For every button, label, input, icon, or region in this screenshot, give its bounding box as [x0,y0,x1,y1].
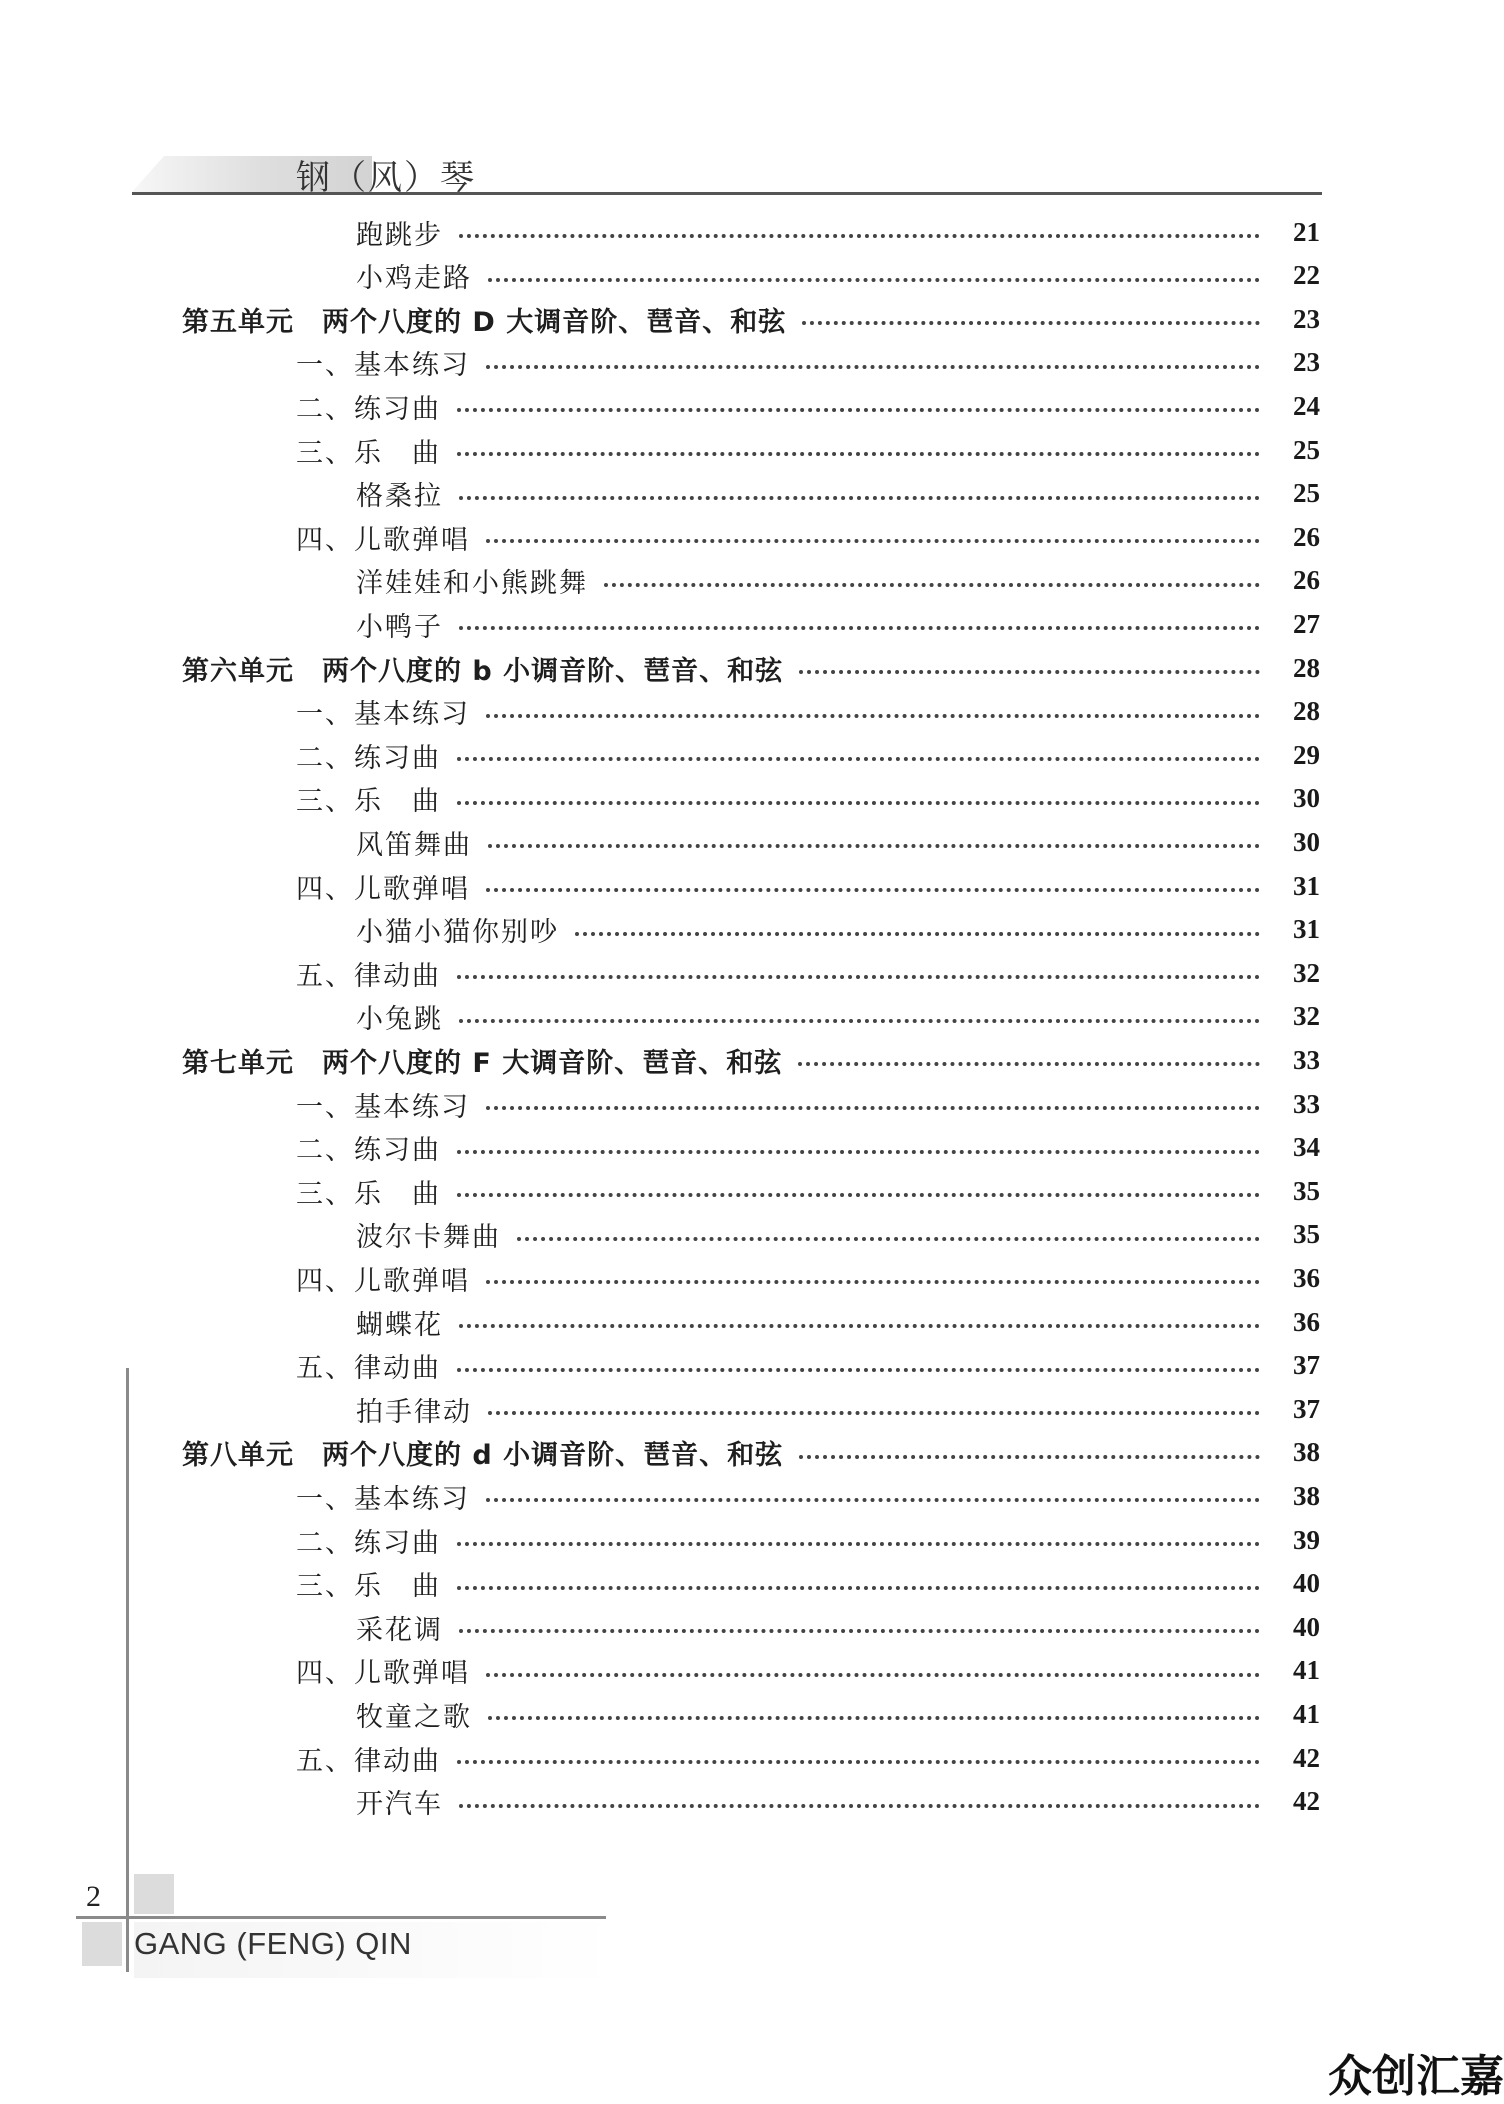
toc-leader-dots [459,234,1260,238]
toc-page-number: 35 [1293,1175,1320,1206]
toc-entry-label: 拍手律动 [356,1396,472,1428]
toc-page-number: 36 [1293,1306,1320,1337]
toc-section-row [296,430,1320,470]
toc-page-number: 25 [1293,434,1320,465]
toc-entry-label: 牧童之歌 [356,1701,472,1733]
toc-leader-dots [575,932,1260,936]
footer-rule [76,1916,606,1919]
toc-section-row [296,1084,1320,1124]
toc-leader-dots [457,1368,1260,1372]
toc-page-number: 27 [1293,608,1320,639]
toc-leader-dots [604,583,1260,587]
toc-entry-label: 一、基本练习 [296,1483,470,1515]
toc-entry-label: 开汽车 [356,1789,443,1821]
toc-section-row [296,735,1320,775]
toc-entry-label: 小鸡走路 [356,263,472,295]
toc-entry-label: 一、基本练习 [296,1091,470,1123]
toc-entry-label: 第七单元 两个八度的 F 大调音阶、琶音、和弦 [182,1047,783,1079]
toc-entry-label: 四、儿歌弹唱 [296,873,470,905]
toc-leader-dots [486,1106,1260,1110]
toc-section-row [296,1651,1320,1691]
toc-leader-dots [486,714,1260,718]
toc-piece-row [356,910,1320,950]
toc-section-row [296,953,1320,993]
toc-leader-dots [799,670,1260,674]
toc-entry-label: 三、乐 曲 [296,786,441,818]
toc-leader-dots [486,1673,1260,1677]
toc-entry-label: 一、基本练习 [296,350,470,382]
toc-piece-row [356,256,1320,296]
toc-page-number: 23 [1293,303,1320,334]
toc-piece-row [356,1782,1320,1822]
toc-entry-label: 四、儿歌弹唱 [296,1265,470,1297]
toc-leader-dots [486,1280,1260,1284]
toc-leader-dots [799,1455,1260,1459]
toc-piece-row [356,1694,1320,1734]
toc-section-row [296,1520,1320,1560]
toc-leader-dots [517,1237,1260,1241]
toc-piece-row [356,997,1320,1037]
toc-leader-dots [486,365,1260,369]
toc-page-number: 40 [1293,1611,1320,1642]
toc-entry-label: 二、练习曲 [296,1527,441,1559]
toc-page-number: 37 [1293,1393,1320,1424]
toc-entry-label: 采花调 [356,1614,443,1646]
toc-leader-dots [486,539,1260,543]
toc-page-number: 26 [1293,521,1320,552]
toc-page-number: 30 [1293,783,1320,814]
toc-section-row [296,1171,1320,1211]
toc-page-number: 32 [1293,1001,1320,1032]
page-header [0,0,1504,200]
toc-piece-row [356,1215,1320,1255]
toc-piece-row [356,1302,1320,1342]
toc-leader-dots [488,1411,1260,1415]
toc-page-number: 28 [1293,696,1320,727]
toc-leader-dots [459,496,1260,500]
toc-page-number: 36 [1293,1262,1320,1293]
toc-leader-dots [459,1019,1260,1023]
toc-leader-dots [488,1716,1260,1720]
toc-entry-label: 波尔卡舞曲 [356,1222,501,1254]
toc-leader-dots [488,278,1260,282]
toc-unit-row [182,648,1320,688]
toc-section-row [296,1258,1320,1298]
toc-leader-dots [459,626,1260,630]
toc-leader-dots [457,1193,1260,1197]
toc-page-number: 33 [1293,1044,1320,1075]
toc-entry-label: 二、练习曲 [296,1135,441,1167]
toc-leader-dots [488,844,1260,848]
toc-section-row [296,692,1320,732]
toc-entry-label: 蝴蝶花 [356,1309,443,1341]
toc-piece-row [356,474,1320,514]
toc-leader-dots [457,1586,1260,1590]
toc-leader-dots [457,1150,1260,1154]
footer-running-title: GANG (FENG) QIN [134,1926,412,1961]
toc-section-row [296,1564,1320,1604]
toc-leader-dots [486,1498,1260,1502]
header-title: 钢（风）琴 [296,158,476,198]
watermark-logo: 众创汇嘉 [1328,2051,1504,2102]
toc-page-number: 33 [1293,1088,1320,1119]
toc-page-number: 31 [1293,870,1320,901]
toc-page-number: 42 [1293,1742,1320,1773]
toc-entry-label: 五、律动曲 [296,1745,441,1777]
toc-section-row [296,386,1320,426]
toc-page-number: 42 [1293,1786,1320,1817]
toc-leader-dots [459,1629,1260,1633]
toc-page-number: 29 [1293,739,1320,770]
page-number: 2 [86,1880,101,1913]
toc-piece-row [356,212,1320,252]
toc-entry-label: 洋娃娃和小熊跳舞 [356,568,588,600]
toc-entry-label: 三、乐 曲 [296,1571,441,1603]
toc-leader-dots [798,1062,1260,1066]
toc-leader-dots [457,452,1260,456]
toc-leader-dots [457,757,1260,761]
toc-entry-label: 一、基本练习 [296,699,470,731]
toc-page-number: 21 [1293,216,1320,247]
toc-page-number: 28 [1293,652,1320,683]
toc-leader-dots [457,1760,1260,1764]
toc-page-number: 24 [1293,390,1320,421]
toc-entry-label: 格桑拉 [356,481,443,513]
toc-entry-label: 跑跳步 [356,219,443,251]
toc-unit-row [182,299,1320,339]
toc-page-number: 40 [1293,1568,1320,1599]
footer-vertical-rule [126,1368,129,1972]
toc-piece-row [356,1389,1320,1429]
toc-entry-label: 小猫小猫你别吵 [356,917,559,949]
toc-entry-label: 五、律动曲 [296,960,441,992]
footer-decoration-square [134,1874,174,1914]
toc-entry-label: 二、练习曲 [296,742,441,774]
toc-page-number: 41 [1293,1655,1320,1686]
toc-page-number: 37 [1293,1350,1320,1381]
toc-entry-label: 第五单元 两个八度的 D 大调音阶、琶音、和弦 [182,306,787,338]
toc-leader-dots [459,1804,1260,1808]
toc-section-row [296,779,1320,819]
toc-page-number: 35 [1293,1219,1320,1250]
toc-page-number: 22 [1293,260,1320,291]
toc-leader-dots [459,1324,1260,1328]
toc-entry-label: 风笛舞曲 [356,829,472,861]
toc-page-number: 34 [1293,1132,1320,1163]
toc-leader-dots [802,321,1260,325]
toc-entry-label: 四、儿歌弹唱 [296,1658,470,1690]
toc-entry-label: 四、儿歌弹唱 [296,524,470,556]
toc-section-row [296,866,1320,906]
toc-entry-label: 第八单元 两个八度的 d 小调音阶、琶音、和弦 [182,1440,784,1472]
toc-unit-row [182,1040,1320,1080]
toc-unit-row [182,1433,1320,1473]
toc-page-number: 32 [1293,957,1320,988]
toc-entry-label: 三、乐 曲 [296,437,441,469]
header-rule [132,192,1322,195]
toc-section-row [296,517,1320,557]
toc-leader-dots [457,1542,1260,1546]
toc-leader-dots [457,801,1260,805]
toc-entry-label: 第六单元 两个八度的 b 小调音阶、琶音、和弦 [182,655,784,687]
toc-piece-row [356,1607,1320,1647]
toc-section-row [296,1738,1320,1778]
toc-entry-label: 三、乐 曲 [296,1178,441,1210]
toc-leader-dots [457,975,1260,979]
toc-leader-dots [486,888,1260,892]
toc-section-row [296,1128,1320,1168]
toc-page-number: 23 [1293,347,1320,378]
toc-page-number: 38 [1293,1480,1320,1511]
toc-leader-dots [457,408,1260,412]
toc-piece-row [356,561,1320,601]
toc-page-number: 30 [1293,826,1320,857]
toc-page-number: 39 [1293,1524,1320,1555]
toc-piece-row [356,822,1320,862]
toc-entry-label: 小鸭子 [356,611,443,643]
toc-page-number: 26 [1293,565,1320,596]
toc-section-row [296,343,1320,383]
toc-entry-label: 小兔跳 [356,1004,443,1036]
toc-entry-label: 五、律动曲 [296,1353,441,1385]
footer-decoration-square-2 [82,1922,122,1966]
toc-section-row [296,1476,1320,1516]
toc-section-row [296,1346,1320,1386]
toc-entry-label: 二、练习曲 [296,393,441,425]
toc-page-number: 31 [1293,914,1320,945]
toc-page-number: 41 [1293,1698,1320,1729]
toc-page-number: 38 [1293,1437,1320,1468]
toc-page-number: 25 [1293,478,1320,509]
toc-piece-row [356,604,1320,644]
